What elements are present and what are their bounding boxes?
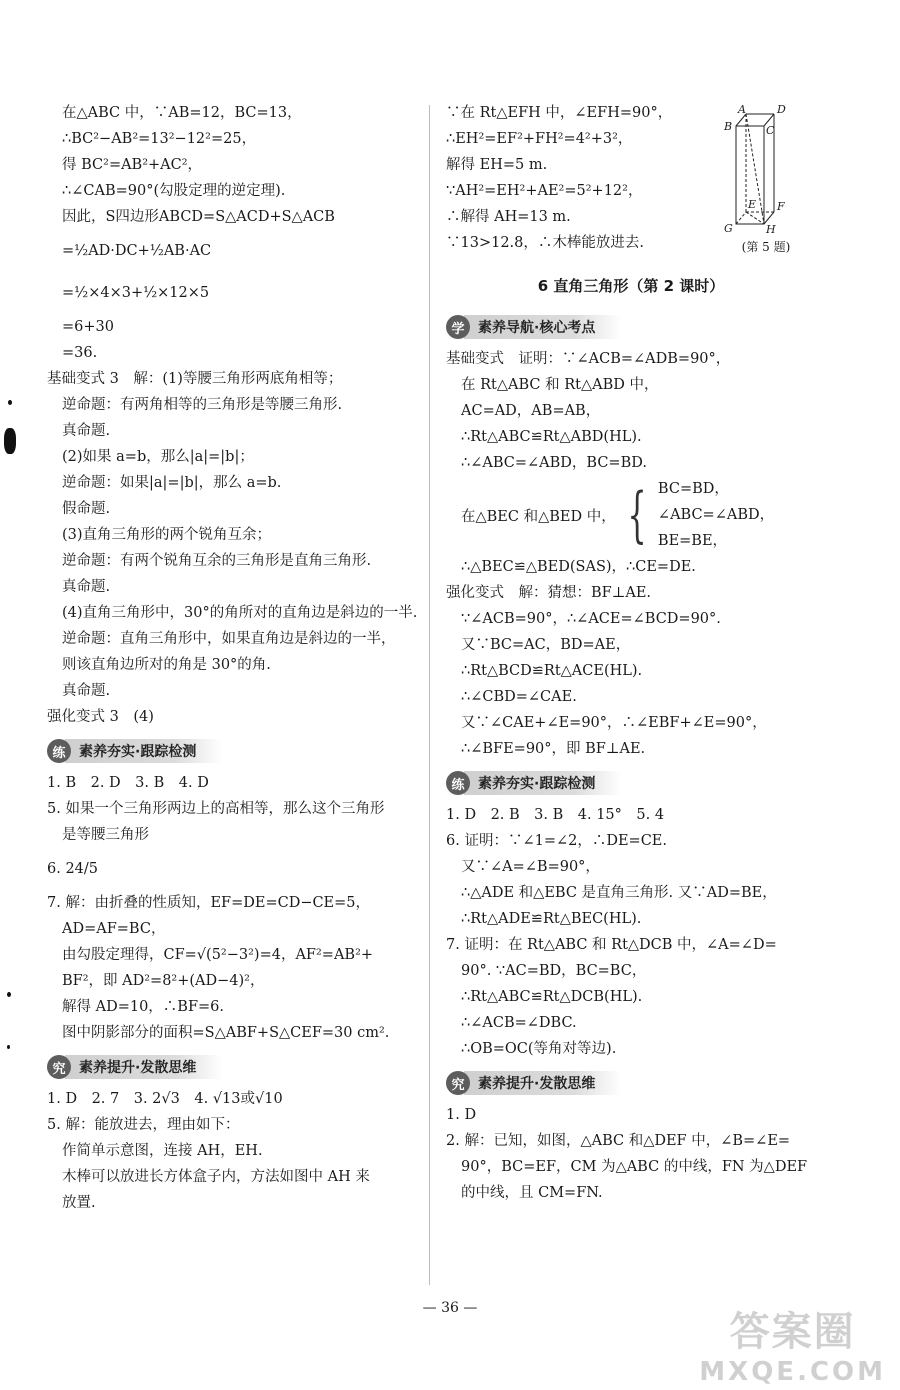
watermark-url: MXQE.COM [699,1357,886,1387]
text-line: 真命题. [62,683,111,699]
section-header-extension [47,1052,419,1082]
text-line: ∴Rt△ADE≌Rt△BEC(HL). [461,911,642,927]
text-line: 解得 AD=10，∴BF=6. [62,999,225,1015]
cuboid-diagram [716,104,816,234]
right-column [446,100,816,1206]
section-header-study [446,312,816,342]
section-title: 素养夯实·跟踪检测 [464,771,621,795]
section-badge: 究 [446,1071,470,1095]
text-line: 作简单示意图，连接 AH，EH. [62,1143,263,1159]
text-line: ∵AH²=EH²+AE²=5²+12²， [446,183,643,199]
left-brace: { [627,480,647,550]
scan-speck [7,1045,10,1049]
text-line: 逆命题：有两个锐角互余的三角形是直角三角形. [62,553,372,569]
text-line: AD=AF=BC， [62,921,166,937]
text-line: ∴OB=OC(等角对等边). [461,1041,617,1057]
text-line: 5. 如果一个三角形两边上的高相等，那么这个三角形 [47,801,385,817]
text-line: 逆命题：如果|a|=|b|，那么 a=b. [62,475,282,491]
text-line: ∵13>12.8，∴木棒能放进去. [446,235,644,251]
figure-label: E [748,198,757,211]
text-line: 又∵BC=AC，BD=AE， [461,637,631,653]
text-line: 由勾股定理得，CF=√(5²−3²)=4，AF²=AB²+ [62,947,374,963]
text-line: ∵∠ACB=90°，∴∠ACE=∠BCD=90°. [461,611,721,627]
section-badge: 究 [47,1055,71,1079]
text-line: 则该直角边所对的角是 30°的角. [62,657,271,673]
text-line: ∴∠BFE=90°，即 BF⊥AE. [461,741,646,757]
text-line: 90°. ∵AC=BD，BC=BC， [461,963,647,979]
figure-label: G [724,222,733,234]
figure-label: C [766,124,775,137]
text-line: 7. 解：由折叠的性质知，EF=DE=CD−CE=5， [47,895,371,911]
text-line: BF²，即 AD²=8²+(AD−4)²， [62,973,265,989]
text-line: 因此，S四边形ABCD=S△ACD+S△ACB [62,209,335,225]
brace-item: BE=BE， [657,533,728,549]
figure-label: B [724,120,733,133]
text-line: ∴Rt△BCD≌Rt△ACE(HL). [461,663,643,679]
text-line: 的中线，且 CM=FN. [461,1185,603,1201]
text-line: 基础变式 3 解：(1)等腰三角形两底角相等； [47,371,343,387]
text-line: ∴∠CBD=∠CAE. [461,689,577,705]
watermark-logo [699,1300,886,1387]
lesson-title: 6 直角三角形（第 2 课时） [537,277,725,295]
text-line: 在 Rt△ABC 和 Rt△ABD 中， [461,377,659,393]
text-line: 1. D 2. 7 3. 2√3 4. √13或√10 [47,1091,283,1107]
section-header-practice [446,768,816,798]
formula-line: =½×4×3+½×12×5 [62,285,210,301]
text-line: 真命题. [62,579,111,595]
page-number: — 36 — [422,1300,478,1316]
section-header-extension [446,1068,816,1098]
figure-label: H [766,223,776,234]
text-line: =6+30 [62,319,114,335]
text-line: 1. B 2. D 3. B 4. D [47,775,209,791]
text-line: 强化变式 3 (4) [47,709,154,725]
text-line: 又∵∠A=∠B=90°， [461,859,600,875]
text-line: ∴∠ACB=∠DBC. [461,1015,577,1031]
text-line: 90°，BC=EF，CM 为△ABC 的中线，FN 为△DEF [461,1159,808,1175]
brace-lead: 在△BEC 和△BED 中， [461,508,616,525]
brace-lines [658,476,774,554]
left-column [47,100,419,1216]
scan-speck [8,400,12,405]
text-line: ∵在 Rt△EFH 中，∠EFH=90°， [446,105,673,121]
text-line: 6. 24/5 [47,861,99,877]
scan-speck [7,992,11,997]
brace-item: ∠ABC=∠ABD， [657,507,775,523]
section-title: 素养导航·核心考点 [464,315,621,339]
text-line: 1. D 2. B 3. B 4. 15° 5. 4 [446,807,665,823]
text-line: 强化变式 解：猜想：BF⊥AE. [446,585,652,601]
text-line: ∴解得 AH=13 m. [446,209,571,225]
text-line: ∴EH²=EF²+FH²=4²+3²， [446,131,633,147]
text-line: 在△ABC 中，∵AB=12，BC=13， [62,105,302,121]
section-title: 素养夯实·跟踪检测 [65,739,222,763]
formula-line: =½AD·DC+½AB·AC [62,243,212,259]
brace-item: BC=BD， [657,481,729,497]
text-line: 放置. [62,1195,96,1211]
section-title: 素养提升·发散思维 [464,1071,621,1095]
text-line: 5. 解：能放进去，理由如下： [47,1117,240,1133]
brace-system [446,476,816,554]
text-line: 真命题. [62,423,111,439]
text-line: 是等腰三角形 [62,827,149,843]
text-line: ∴△ADE 和△EBC 是直角三角形. 又∵AD=BE， [461,885,777,901]
text-line: AC=AD，AB=AB， [461,403,601,419]
text-line: 假命题. [62,501,111,517]
text-line: ∴Rt△ABC≌Rt△ABD(HL). [461,429,642,445]
text-line: 6. 证明：∵∠1=∠2，∴DE=CE. [446,833,667,849]
text-line: 图中阴影部分的面积=S△ABF+S△CEF=30 cm². [62,1025,390,1041]
section-badge: 练 [47,739,71,763]
text-line: 逆命题：直角三角形中，如果直角边是斜边的一半， [62,631,396,647]
text-line: 基础变式 证明：∵∠ACB=∠ADB=90°， [446,351,731,367]
text-line: ∴BC²−AB²=13²−12²=25， [62,131,257,147]
section-badge: 学 [446,315,470,339]
figure-label: F [777,200,785,213]
text-line: (4)直角三角形中，30°的角所对的直角边是斜边的一半. [62,605,418,621]
text-line: 木棒可以放进长方体盒子内，方法如图中 AH 来 [62,1169,370,1185]
text-line: 又∵∠CAE+∠E=90°，∴∠EBF+∠E=90°， [461,715,767,731]
scan-speck [4,428,16,454]
text-line: 逆命题：有两角相等的三角形是等腰三角形. [62,397,343,413]
figure-caption: (第 5 题) [741,240,791,254]
text-line: 2. 解：已知，如图，△ABC 和△DEF 中，∠B=∠E= [446,1133,791,1149]
text-line: ∴∠ABC=∠ABD，BC=BD. [461,455,647,471]
text-line: ∴Rt△ABC≌Rt△DCB(HL). [461,989,643,1005]
watermark-text: 答案圈 [729,1309,856,1355]
text-line: =36. [62,345,98,361]
section-badge: 练 [446,771,470,795]
text-line: 得 BC²=AB²+AC²， [62,157,203,173]
text-line: (3)直角三角形的两个锐角互余； [62,527,272,543]
figure-label: D [777,104,786,116]
figure-label: A [738,104,746,116]
text-line: ∴∠CAB=90°(勾股定理的逆定理). [62,183,286,199]
text-line: ∴△BEC≌△BED(SAS)，∴CE=DE. [461,559,696,575]
text-line: 1. D [446,1107,477,1123]
section-header-practice [47,736,419,766]
text-line: 7. 证明：在 Rt△ABC 和 Rt△DCB 中，∠A=∠D= [446,937,777,953]
text-line: (2)如果 a=b，那么|a|=|b|； [62,449,254,465]
text-line: 解得 EH=5 m. [446,157,548,173]
column-divider [429,105,430,1285]
figure-box [716,104,816,255]
section-title: 素养提升·发散思维 [65,1055,222,1079]
